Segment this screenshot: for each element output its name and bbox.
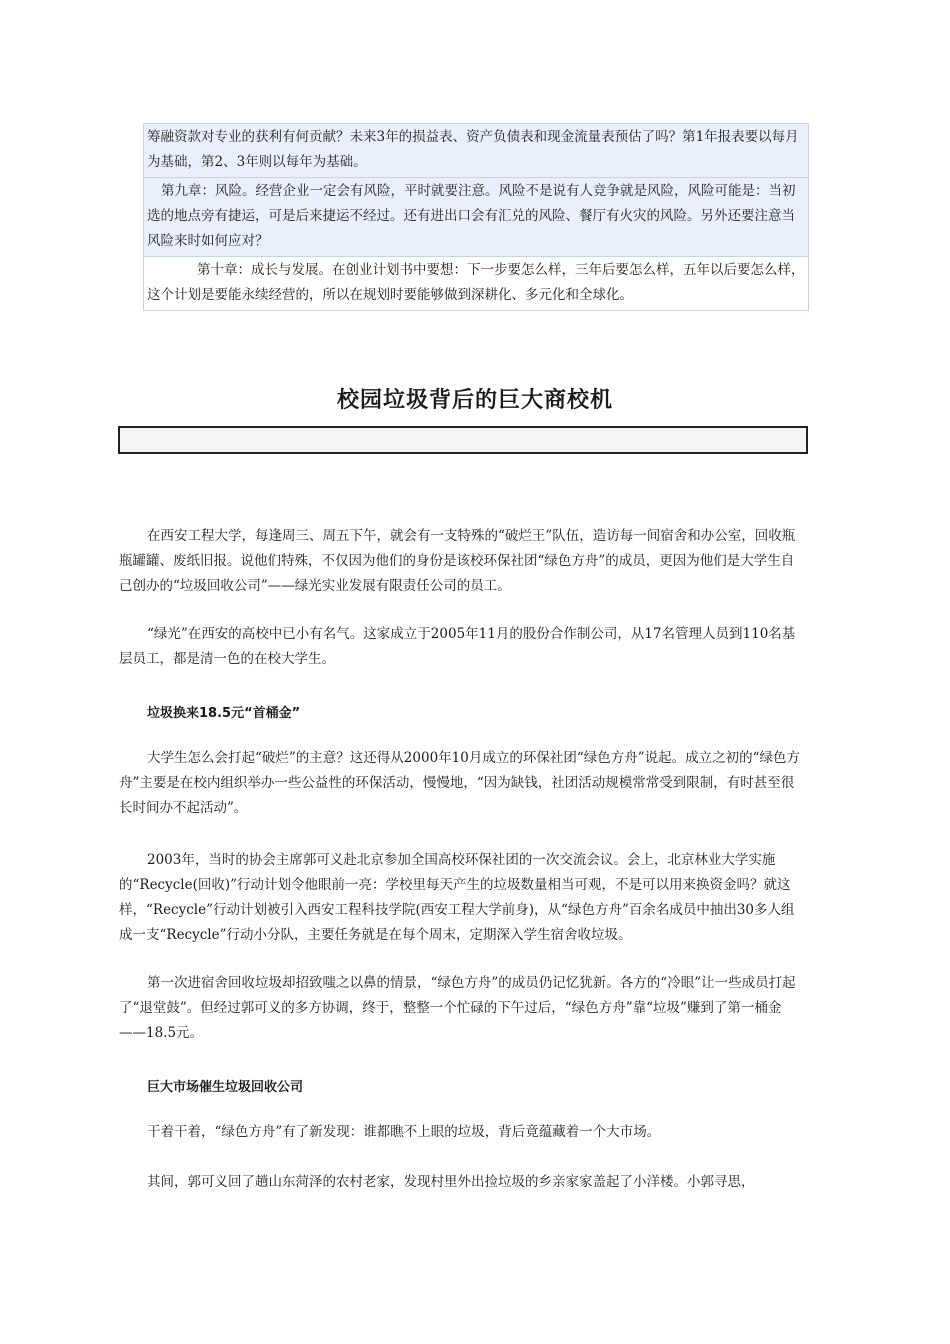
section-heading-big-market: 巨大市场催生垃圾回收公司 [147, 1080, 304, 1095]
business-plan-excerpt-box [143, 123, 809, 311]
article-paragraph-6: 干着干着，“绿色方舟”有了新发现：谁都瞧不上眼的垃圾，背后竟蕴藏着一个大市场。 [147, 1124, 661, 1140]
article-paragraph-7: 其间，郭可义回了趟山东菏泽的农村老家，发现村里外出捡垃圾的乡亲家家盖起了小洋楼。小郭寻思， [147, 1174, 755, 1190]
excerpt-paragraph-financing: 筹融资款对专业的获利有何贡献？未来3年的损益表、资产负债表和现金流量表预估了吗？第1年报表要以每月为基础，第2、3年则以每年为基础。 [144, 124, 808, 177]
article-paragraph-2: “绿光”在西安的高校中已小有名气。这家成立于2005年11月的股份合作制公司，从17名管理人员到110名基层员工，都是清一色的在校大学生。 [119, 626, 796, 667]
excerpt-paragraph-chapter-10: 第十章：成长与发展。在创业计划书中要想：下一步要怎么样，三年后要怎么样，五年以后要怎么样，这个计划是要能永续经营的，所以在规划时要能够做到深耕化、多元化和全球化。 [147, 262, 805, 303]
title-underline-box [118, 426, 808, 454]
section-heading-first-money: 垃圾换来18.5元“首桶金” [147, 706, 301, 721]
article-paragraph-3: 大学生怎么会打起“破烂”的主意？这还得从2000年10月成立的环保社团“绿色方舟”说起。成立之初的“绿色方舟”主要是在校内组织举办一些公益性的环保活动，慢慢地，“因为缺钱，社团活动规模常常受到限制，有时甚至很长时间办不起活动”。 [119, 750, 801, 816]
article-title: 校园垃圾背后的巨大商校机 [336, 387, 613, 413]
article-paragraph-1: 在西安工程大学，每逢周三、周五下午，就会有一支特殊的“破烂王”队伍，造访每一间宿舍和办公室，回收瓶瓶罐罐、废纸旧报。说他们特殊，不仅因为他们的身份是该校环保社团“绿色方舟”的成员，更因为他们是大学生自己创办的“垃圾回收公司”——绿光实业发展有限责任公司的员工。 [119, 528, 796, 594]
article-paragraph-5: 第一次进宿舍回收垃圾却招致嗤之以鼻的情景，“绿色方舟”的成员仍记忆犹新。各方的“冷眼”让一些成员打起了“退堂鼓”。但经过郭可义的多方协调，终于，整整一个忙碌的下午过后，“绿色方舟”靠“垃圾”赚到了第一桶金——18.5元。 [119, 975, 796, 1041]
article-paragraph-4: 2003年，当时的协会主席郭可义赴北京参加全国高校环保社团的一次交流会议。会上，北京林业大学实施的“Recycle(回收)”行动计划令他眼前一亮：学校里每天产生的垃圾数量相当可观，不是可以用来换资金吗？就这样，“Recycle”行动计划被引入西安工程科技学院(西安工程大学前身)，从“绿色方舟”百余名成员中抽出30多人组成一支“Recycle”行动小分队，主要任务就是在每个周末，定期深入学生宿舍收垃圾。 [119, 852, 795, 943]
excerpt-paragraph-chapter-9: 第九章：风险。经营企业一定会有风险，平时就要注意。风险不是说有人竞争就是风险，风险可能是：当初选的地点旁有捷运，可是后来捷运不经过。还有进出口会有汇兑的风险、餐厅有火灾的风险。另外还要注意当风险来时如何应对？ [144, 177, 808, 257]
